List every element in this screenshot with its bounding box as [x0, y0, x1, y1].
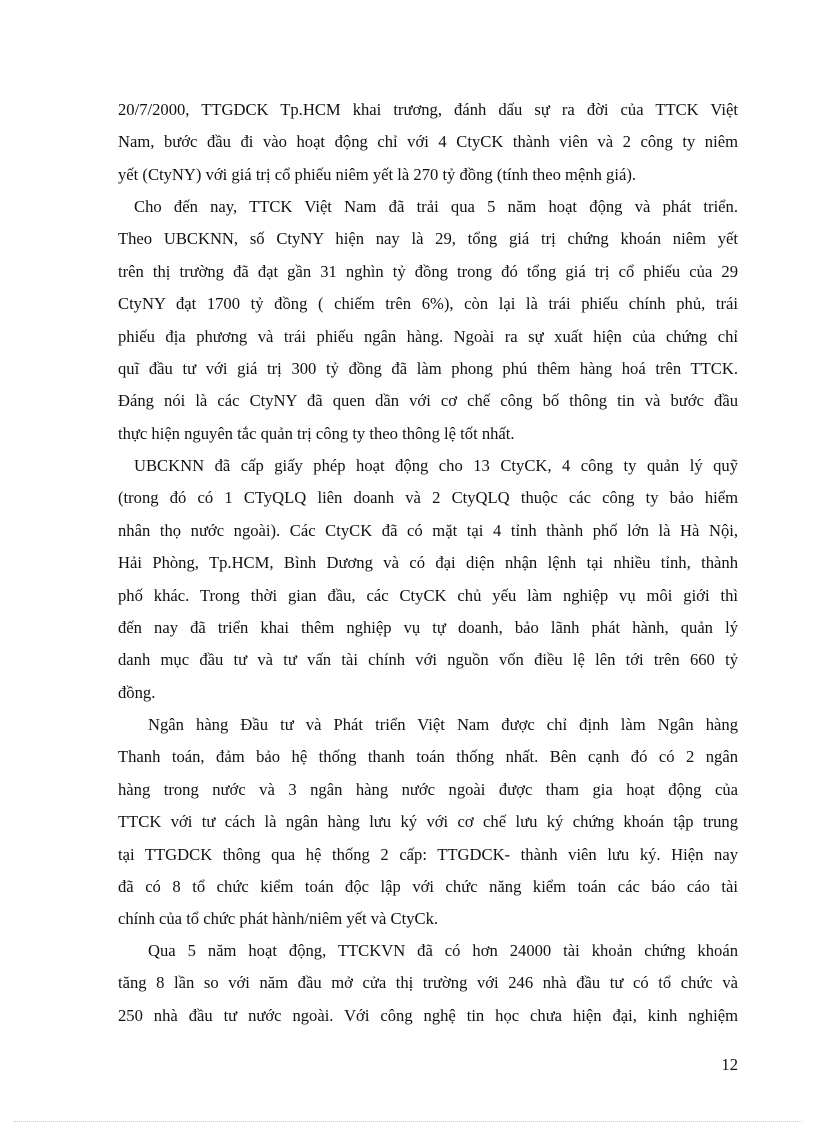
- text-line: TTCK với tư cách là ngân hàng lưu ký với cơ chế lưu ký chứng khoán tập trung: [118, 812, 738, 832]
- text-line: 20/7/2000, TTGDCK Tp.HCM khai trương, đánh dấu sự ra đời của TTCK Việt: [118, 100, 738, 119]
- text-line: 250 nhà đầu tư nước ngoài. Với công nghệ tin học chưa hiện đại, kinh nghiệm: [118, 1005, 738, 1025]
- text-line: Đáng nói là các CtyNY đã quen dần với cơ chế công bố thông tin và bước đầu: [118, 391, 738, 411]
- text-line: đến nay đã triển khai thêm nghiệp vụ tự doanh, bảo lãnh phát hành, quản lý: [118, 617, 738, 637]
- page-number: 12: [721, 1055, 738, 1074]
- text-line: tại TTGDCK thông qua hệ thống 2 cấp: TTGDCK- thành viên lưu ký. Hiện nay: [118, 844, 738, 864]
- text-line: phố khác. Trong thời gian đầu, các CtyCK chủ yếu làm nghiệp vụ môi giới thì: [118, 585, 738, 605]
- text-line: (trong đó có 1 CTyQLQ liên doanh và 2 CtyQLQ thuộc các công ty bảo hiểm: [118, 488, 738, 508]
- text-line: đã có 8 tổ chức kiểm toán độc lập với chức năng kiểm toán các báo cáo tài: [118, 876, 738, 896]
- paragraph-2: [118, 191, 738, 450]
- text-line: tăng 8 lần so với năm đầu mở cửa thị trường với 246 nhà đầu tư có tổ chức và: [118, 973, 738, 993]
- paragraph-3: [118, 450, 738, 709]
- paragraph-5: [118, 935, 738, 1032]
- text-line: UBCKNN đã cấp giấy phép hoạt động cho 13 CtyCK, 4 công ty quản lý quỹ: [134, 456, 738, 475]
- text-line: đồng.: [118, 682, 156, 702]
- text-line: chính của tổ chức phát hành/niêm yết và CtyCk.: [118, 909, 439, 929]
- text-line: yết (CtyNY) với giá trị cổ phiếu niêm yết là 270 tỷ đồng (tính theo mệnh giá).: [118, 164, 637, 184]
- text-line: hàng trong nước và 3 ngân hàng nước ngoài được tham gia hoạt động của: [118, 779, 738, 799]
- text-line: trên thị trường đã đạt gần 31 nghìn tỷ đồng trong đó tổng giá trị cổ phiếu của 29: [118, 261, 738, 281]
- text-line: phiếu địa phương và trái phiếu ngân hàng. Ngoài ra sự xuất hiện của chứng chỉ: [118, 326, 738, 346]
- text-line: Cho đến nay, TTCK Việt Nam đã trải qua 5 năm hoạt động và phát triển.: [134, 197, 738, 216]
- text-line: Ngân hàng Đầu tư và Phát triển Việt Nam được chỉ định làm Ngân hàng: [148, 715, 738, 734]
- text-line: Theo UBCKNN, số CtyNY hiện nay là 29, tổng giá trị chứng khoán niêm yết: [118, 229, 738, 249]
- text-line: CtyNY đạt 1700 tỷ đồng ( chiếm trên 6%), còn lại là trái phiếu chính phủ, trái: [118, 294, 738, 314]
- text-line: Nam, bước đầu đi vào hoạt động chỉ với 4 CtyCK thành viên và 2 công ty niêm: [118, 132, 738, 152]
- paragraph-1: [118, 94, 738, 191]
- text-line: nhân thọ nước ngoài). Các CtyCK đã có mặt tại 4 tỉnh thành phố lớn là Hà Nội,: [118, 520, 738, 540]
- text-line: danh mục đầu tư và tư vấn tài chính với nguồn vốn điều lệ lên tới trên 660 tỷ: [118, 650, 738, 670]
- footer-divider: [14, 1121, 802, 1122]
- text-line: thực hiện nguyên tắc quản trị công ty theo thông lệ tốt nhất.: [118, 423, 515, 443]
- text-line: quĩ đầu tư với giá trị 300 tỷ đồng đã làm phong phú thêm hàng hoá trên TTCK.: [118, 358, 738, 378]
- text-line: Hải Phòng, Tp.HCM, Bình Dương và có đại diện nhận lệnh tại nhiều tỉnh, thành: [118, 553, 738, 573]
- text-line: Qua 5 năm hoạt động, TTCKVN đã có hơn 24000 tài khoản chứng khoán: [148, 941, 738, 960]
- paragraph-4: [118, 709, 738, 936]
- text-line: Thanh toán, đảm bảo hệ thống thanh toán thống nhất. Bên cạnh đó có 2 ngân: [118, 747, 738, 767]
